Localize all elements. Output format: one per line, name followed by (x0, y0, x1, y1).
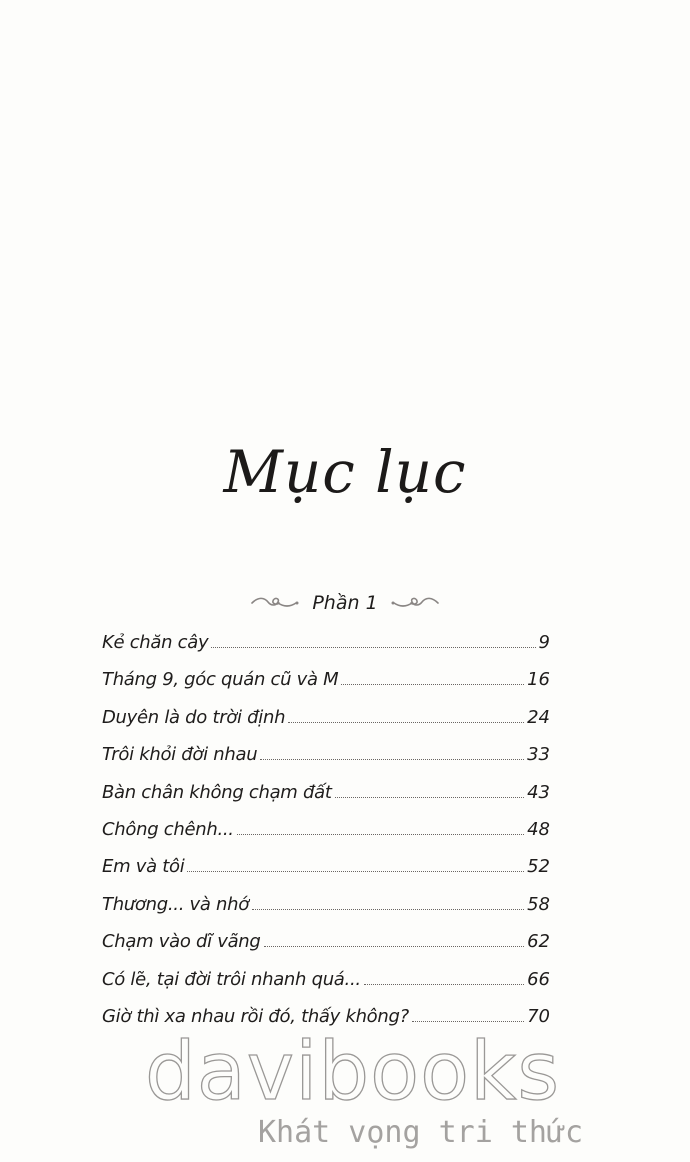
toc-entry-title: Có lẽ, tại đời trôi nhanh quá... (102, 968, 361, 990)
toc-entry[interactable] (102, 965, 550, 1002)
section-heading (0, 592, 690, 614)
toc-entry[interactable] (102, 778, 550, 815)
toc-entry-title: Trôi khỏi đời nhau (102, 744, 258, 766)
toc-entry-page: 48 (527, 818, 550, 840)
toc-entry[interactable] (102, 665, 550, 702)
page-title: Mục lục (223, 438, 467, 506)
dot-leader (364, 984, 524, 985)
dot-leader (260, 759, 524, 760)
toc-entry-title: Giờ thì xa nhau rồi đó, thấy không? (102, 1005, 409, 1027)
dot-leader (341, 684, 524, 685)
toc-entry-title: Tháng 9, góc quán cũ và M (102, 669, 339, 691)
toc-entry-page: 66 (527, 968, 550, 990)
toc-entry-page: 16 (527, 669, 550, 691)
watermark-tagline: Khát vọng tri thức (258, 1115, 584, 1150)
toc-entry[interactable] (102, 740, 550, 777)
dot-leader (237, 834, 524, 835)
toc-entry-title: Em và tôi (102, 856, 185, 878)
toc-entry-page: 52 (527, 856, 550, 878)
toc-entry[interactable] (102, 852, 550, 889)
toc-entry-page: 43 (527, 781, 550, 803)
dot-leader (252, 909, 524, 910)
toc-entry-title: Thương... và nhớ (102, 893, 249, 915)
toc-entry-page: 70 (527, 1005, 550, 1027)
section-label: Phần 1 (312, 592, 378, 614)
toc-entry-page: 24 (527, 706, 550, 728)
toc-entry[interactable] (102, 628, 550, 665)
toc-entry-title: Bàn chân không chạm đất (102, 781, 332, 803)
swirl-ornament-icon (390, 594, 440, 612)
toc-entry-page: 58 (527, 893, 550, 915)
dot-leader (264, 946, 525, 947)
toc-entry[interactable] (102, 927, 550, 964)
dot-leader (335, 797, 525, 798)
toc-entry-title: Kẻ chăn cây (102, 632, 209, 653)
toc-entry-page: 62 (527, 931, 550, 953)
dot-leader (412, 1021, 524, 1022)
toc-entry[interactable] (102, 890, 550, 927)
table-of-contents (102, 628, 550, 1039)
watermark-brand: davibooks (145, 1025, 561, 1118)
toc-entry-title: Duyên là do trời định (102, 706, 286, 728)
dot-leader (288, 722, 524, 723)
toc-entry-page: 9 (538, 632, 550, 653)
toc-entry[interactable] (102, 703, 550, 740)
toc-entry-title: Chông chênh... (102, 818, 234, 840)
swirl-ornament-icon (250, 594, 300, 612)
dot-leader (187, 871, 524, 872)
toc-entry-title: Chạm vào dĩ vãng (102, 931, 261, 953)
toc-entry-page: 33 (527, 744, 550, 766)
dot-leader (211, 647, 535, 648)
toc-entry[interactable] (102, 815, 550, 852)
